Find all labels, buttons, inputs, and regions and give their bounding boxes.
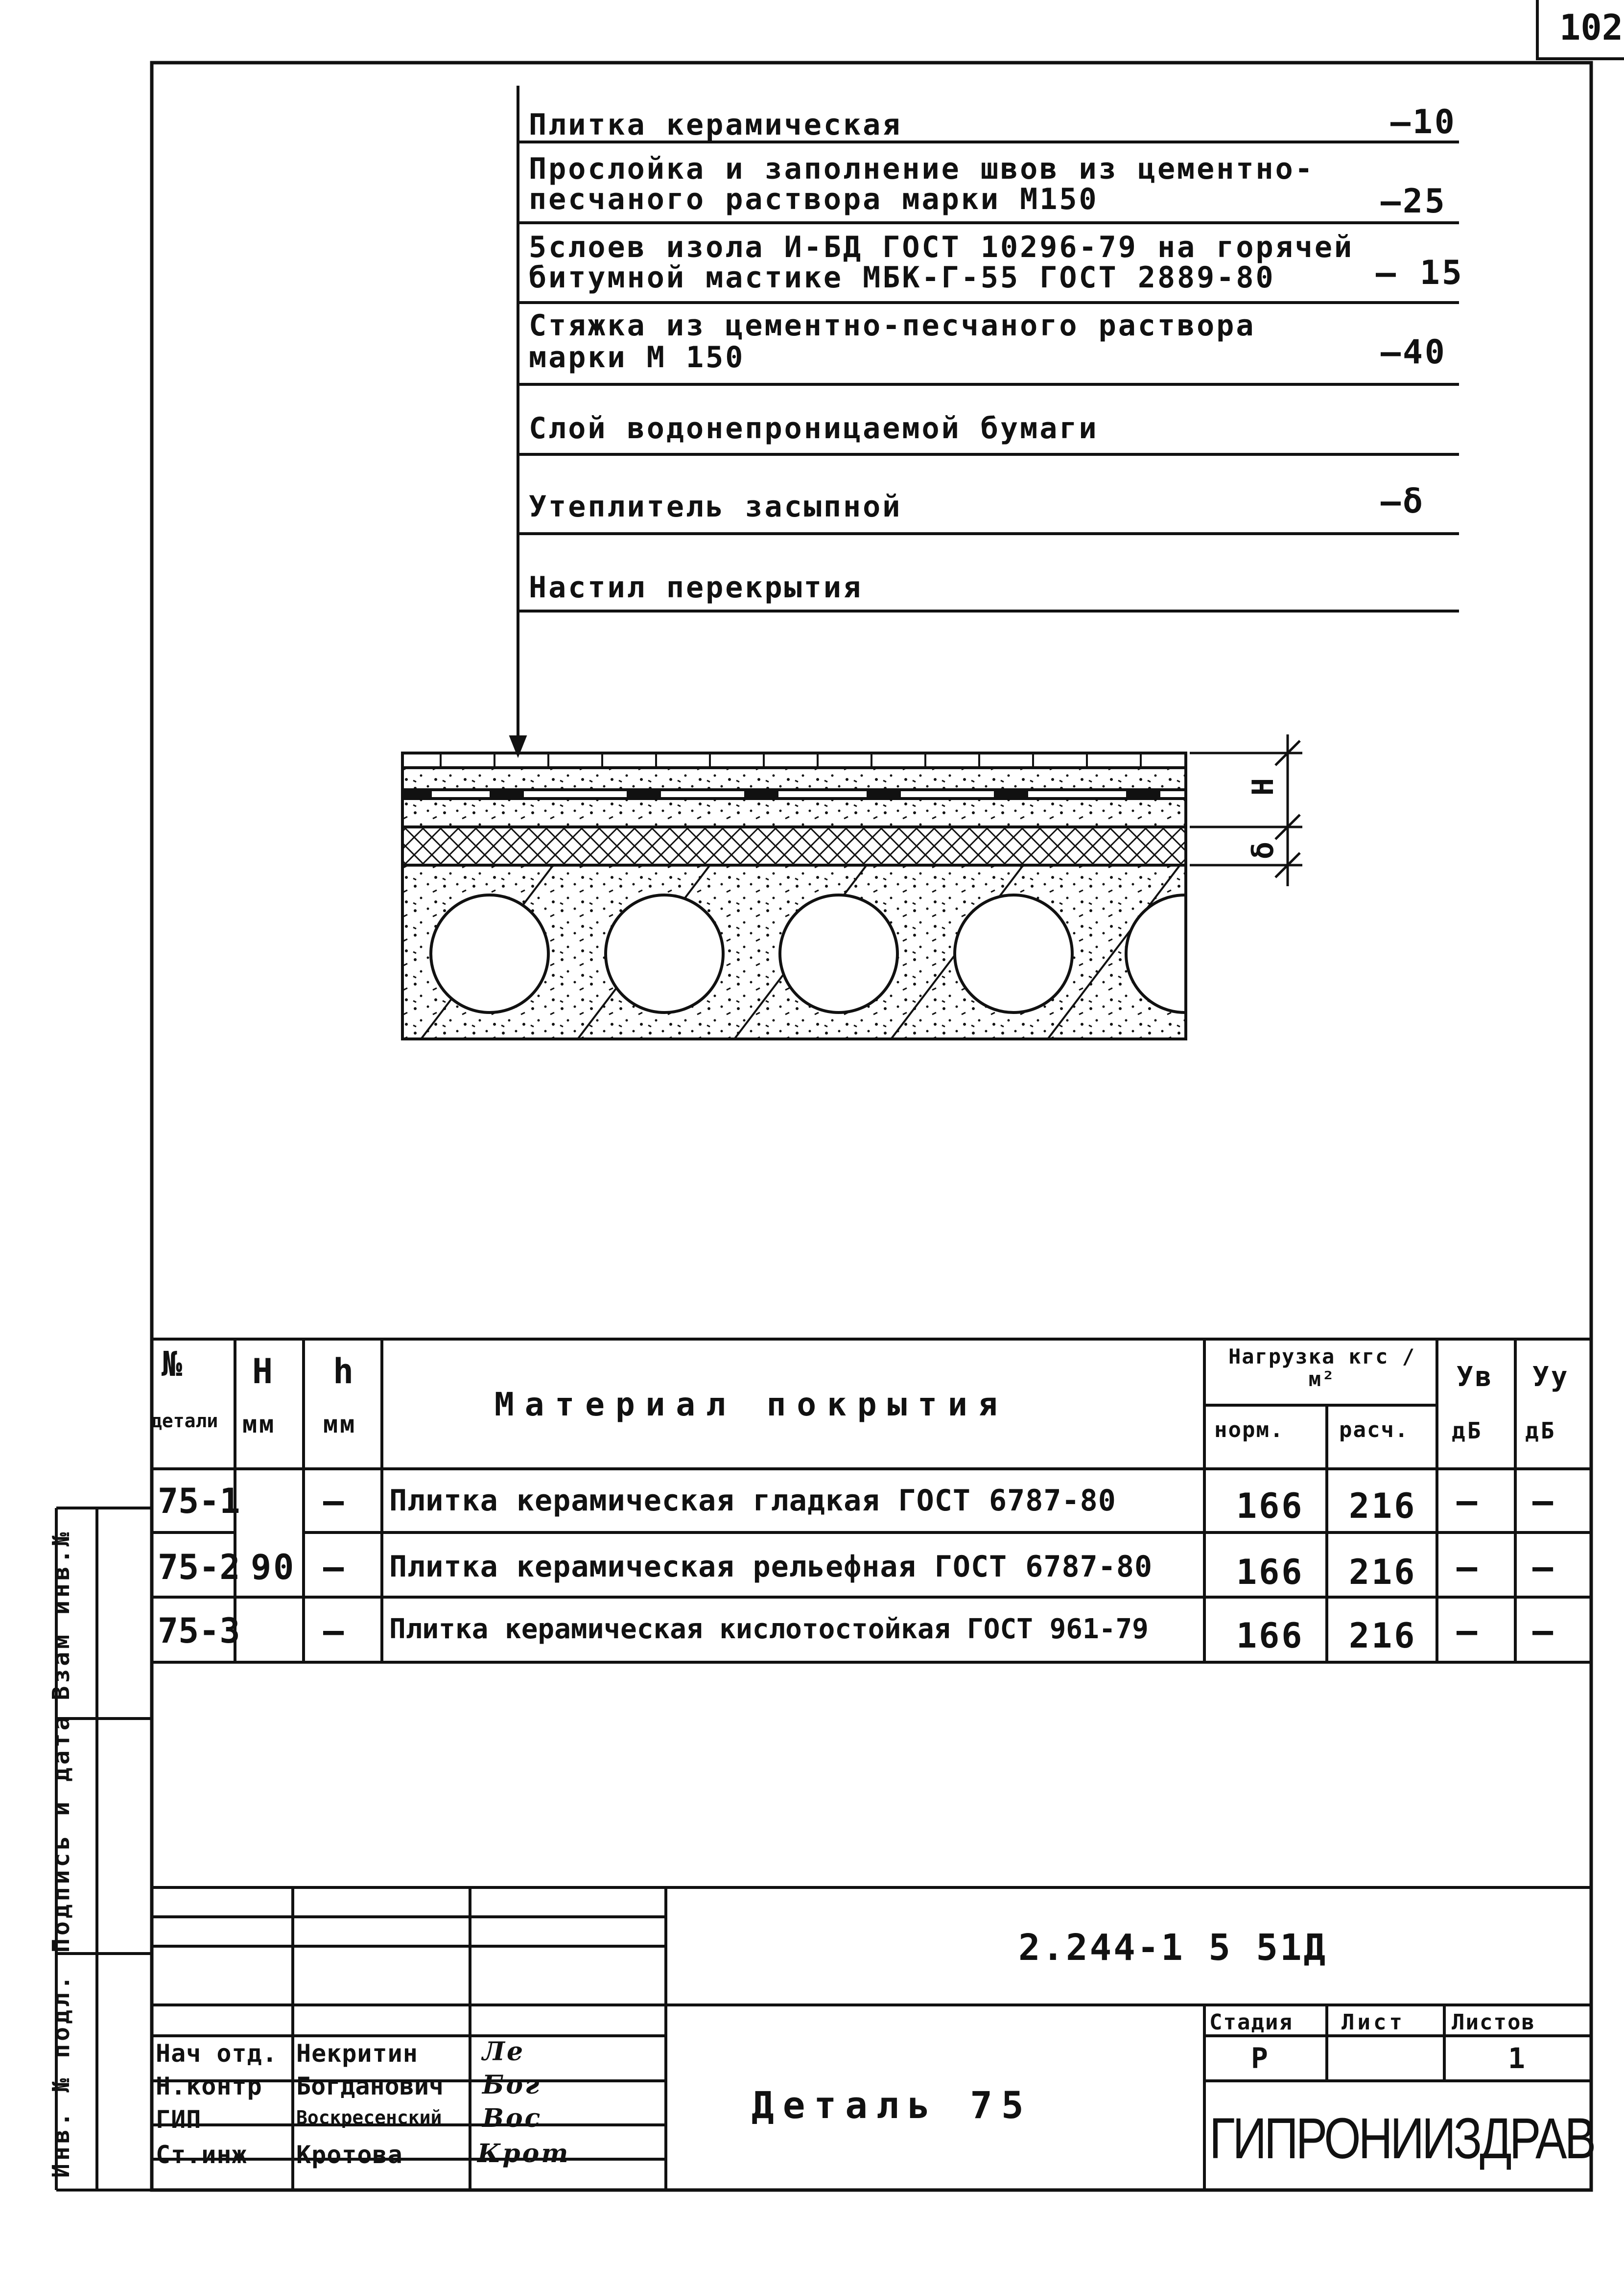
header-no-sub: детали <box>151 1410 218 1432</box>
header-load: Нагрузка кгс / м² <box>1228 1344 1415 1391</box>
row-no: 75-1 <box>158 1481 240 1521</box>
person-name: Воскресенский <box>296 2107 442 2128</box>
row-norm: 166 <box>1236 1552 1304 1592</box>
side-label-inv-no: Инв. № подл. <box>47 1973 75 2178</box>
sheets-value: 1 <box>1508 2042 1527 2075</box>
layer-4-thickness: –40 <box>1381 333 1447 372</box>
row-calc: 216 <box>1349 1616 1417 1656</box>
layer-1-name: Плитка керамическая <box>529 108 902 142</box>
header-no: № <box>162 1344 185 1384</box>
signature: Бог <box>482 2070 541 2100</box>
header-yv: Ув <box>1457 1361 1494 1393</box>
stage-label: Стадия <box>1209 2010 1293 2035</box>
header-h-unit: мм <box>323 1410 357 1438</box>
header-yu-unit: дБ <box>1525 1417 1556 1444</box>
row-yv: — <box>1457 1547 1480 1587</box>
row-calc: 216 <box>1349 1552 1417 1592</box>
sheets-label: Листов <box>1452 2010 1535 2035</box>
header-material: Материал покрытия <box>494 1386 1009 1423</box>
person-name: Некритин <box>296 2039 418 2068</box>
layer-4-name: Стяжка из цементно-песчаного раствора <box>529 308 1256 343</box>
row-yv: — <box>1457 1481 1480 1521</box>
signature: Крот <box>477 2139 570 2168</box>
organization-name: ГИПРОНИИЗДРАВ <box>1209 2106 1594 2171</box>
row-material: Плитка керамическая гладкая ГОСТ 6787-80 <box>389 1484 1116 1518</box>
row-h: — <box>323 1481 346 1521</box>
dim-label-H: Н <box>1246 776 1281 796</box>
layer-5-name: Слой водонепроницаемой бумаги <box>529 411 1099 446</box>
row-yv: — <box>1457 1611 1480 1651</box>
sheet-frame <box>152 63 1591 2190</box>
row-no: 75-2 <box>158 1547 240 1587</box>
layer-1-thickness: –10 <box>1390 103 1457 141</box>
layer-3-name-cont: битумной мастике МБК-Г-55 ГОСТ 2889-80 <box>529 260 1275 295</box>
layer-2-name: Прослойка и заполнение швов из цементно- <box>529 152 1315 186</box>
row-h: — <box>323 1547 346 1587</box>
drawing-title: Деталь 75 <box>752 2083 1033 2127</box>
row-yu: — <box>1532 1481 1555 1521</box>
side-label-signature-date: Подпись и дата <box>47 1713 75 1953</box>
row-h: — <box>323 1611 346 1651</box>
signature: Ле <box>482 2037 525 2067</box>
header-yv-unit: дБ <box>1452 1417 1483 1444</box>
person-name: Кротова <box>296 2141 403 2169</box>
row-norm: 166 <box>1236 1616 1304 1656</box>
H-value: 90 <box>251 1547 296 1587</box>
dim-label-delta: δ <box>1246 839 1281 860</box>
row-material: Плитка керамическая кислотостойкая ГОСТ 961-79 <box>389 1613 1149 1645</box>
header-h: h <box>333 1351 356 1391</box>
floor-section-drawing <box>402 749 1246 1043</box>
layer-6-thickness: –δ <box>1381 482 1425 521</box>
sheet-label: Лист <box>1342 2010 1405 2035</box>
page-number: 102 <box>1559 7 1624 48</box>
row-calc: 216 <box>1349 1486 1417 1526</box>
role-label: ГИП <box>156 2105 202 2134</box>
role-label: Нач отд. <box>156 2039 278 2068</box>
row-material: Плитка керамическая рельефная ГОСТ 6787-80 <box>389 1550 1153 1584</box>
person-name: Богданович <box>296 2072 444 2100</box>
header-norm: норм. <box>1214 1417 1284 1442</box>
row-yu: — <box>1532 1611 1555 1651</box>
layer-2-thickness: –25 <box>1381 182 1447 221</box>
layer-7-name: Настил перекрытия <box>529 570 863 605</box>
doc-code: 2.244-1 5 51Д <box>1018 1927 1328 1969</box>
layer-4-name-cont: марки М 150 <box>529 340 745 375</box>
layer-2-name-cont: песчаного раствора марки М150 <box>529 182 1099 216</box>
row-yu: — <box>1532 1547 1555 1587</box>
row-norm: 166 <box>1236 1486 1304 1526</box>
row-no: 75-3 <box>158 1611 240 1651</box>
header-yu: Уу <box>1532 1361 1570 1393</box>
stage-value: Р <box>1251 2042 1270 2075</box>
layer-3-name: 5слоев изола И-БД ГОСТ 10296-79 на горячей <box>529 230 1354 264</box>
role-label: Ст.инж <box>156 2141 247 2169</box>
signature: Вос <box>482 2103 542 2133</box>
header-H: Н <box>252 1351 275 1391</box>
side-label-replaced-inv: Взам инв.№ <box>47 1529 75 1700</box>
layer-6-name: Утеплитель засыпной <box>529 490 902 524</box>
header-calc: расч. <box>1339 1417 1409 1442</box>
header-H-unit: мм <box>242 1410 276 1438</box>
role-label: Н.контр <box>156 2072 262 2100</box>
layer-3-thickness: – 15 <box>1376 254 1464 292</box>
